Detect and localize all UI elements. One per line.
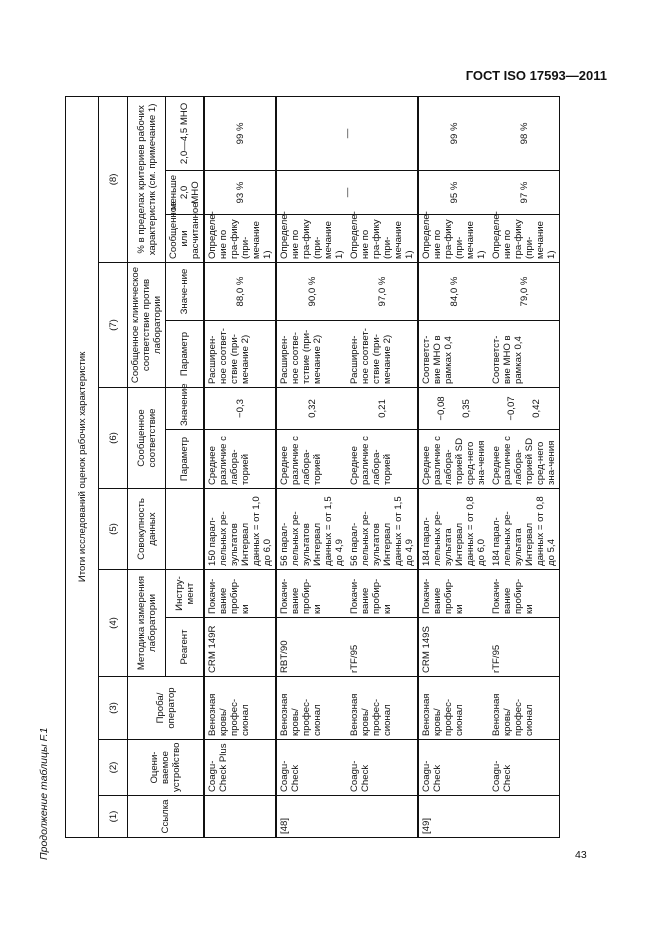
c6-sd: 0,35 — [461, 399, 472, 418]
cell-device: Coagu-Check — [489, 740, 560, 796]
cell-c8-lt2: — — [276, 171, 418, 215]
cell-dataset: 56 парал-лельных ре-зультатов Интервал данных = от 1,5 до 4,9 — [347, 489, 418, 570]
header-clinical-agreement: Сообщенное клиническое соответствие против лаборатории — [128, 263, 166, 388]
cell-dataset: 56 парал-лельных ре-зультатов Интервал данных = от 1,5 до 4,9 — [276, 489, 347, 570]
cell-c7-param: Расширен-ное соответ-ствие (при-мечание 2) — [204, 321, 276, 388]
cell-c8-range: — — [276, 96, 418, 170]
c6-mean-diff: −0,07 — [506, 396, 517, 421]
cell-c8-range: 99 % — [418, 96, 489, 170]
table-row — [276, 96, 347, 837]
header-c8-range: 2,0—4,5 МНО — [166, 96, 205, 170]
cell-c6-param: Среднее различие с лабора-торией SD сред-него зна-чения — [418, 430, 489, 489]
cell-c7-param: Соответст-вие МНО в рамках 0,4 — [489, 321, 560, 388]
cell-c8-reported: Определе-ние по гра-фику (при-мечание 1) — [418, 215, 489, 263]
col-number-3: (3) — [99, 677, 128, 740]
cell-instrument: Покачи-вание пробир-ки — [418, 570, 489, 618]
col-number-8: (8) — [99, 96, 128, 262]
c6-sd: 0,42 — [531, 399, 542, 418]
cell-c8-range: 99 % — [204, 96, 276, 170]
col-number-7: (7) — [99, 263, 128, 388]
cell-c6-value: 0,32 — [276, 388, 347, 430]
col-number-1: (1) — [99, 796, 128, 838]
cell-c6-value: 0,21 — [347, 388, 418, 430]
c6-mean-diff: −0,08 — [436, 396, 447, 421]
cell-c8-reported: Определе-ние по гра-фику (при-мечание 1) — [204, 215, 276, 263]
cell-c6-param: Среднее различие с лабора-торией — [347, 430, 418, 489]
cell-ref — [204, 796, 276, 838]
cell-reagent: rTF/95 — [489, 618, 560, 677]
header-reagent: Реагент — [166, 618, 205, 677]
header-lab-method: Методика измерения лаборатории — [128, 570, 166, 677]
cell-c8-reported: Определе-ние по гра-фику (при-мечание 1) — [347, 215, 418, 263]
table-row — [204, 96, 276, 837]
cell-instrument: Покачи-вание пробир-ки — [204, 570, 276, 618]
cell-c6-param: Среднее различие с лабора-торией SD сред-него зна-чения — [489, 430, 560, 489]
cell-instrument: Покачи-вание пробир-ки — [276, 570, 347, 618]
cell-c8-reported: Определе-ние по гра-фику (при-мечание 1) — [276, 215, 347, 263]
cell-device: Coagu-Check — [418, 740, 489, 796]
rotated-table-container — [65, 97, 620, 838]
cell-c7-param: Расширен-ное соответ-ствие (при-мечание 2) — [347, 321, 418, 388]
cell-c6-param: Среднее различие с лабора-торией — [204, 430, 276, 489]
table-title: Итоги исследований оценок рабочих характеристик — [66, 96, 99, 837]
header-reference: Ссылка — [128, 796, 205, 838]
col-number-4: (4) — [99, 570, 128, 677]
cell-dataset: 184 парал-лельных ре-зультата Интервал данных = от 0,8 до 5,4 — [489, 489, 560, 570]
cell-reagent: CRM 149R — [204, 618, 276, 677]
header-c7-param: Параметр — [166, 321, 205, 388]
cell-c7-value: 79,0 % — [489, 263, 560, 321]
table-row — [418, 96, 489, 837]
cell-reagent: CRM 149S — [418, 618, 489, 677]
header-c6-value: Значение — [166, 388, 205, 430]
header-device: Оцени-ваемое устройство — [128, 740, 205, 796]
cell-reagent: rTF/95 — [347, 618, 418, 677]
cell-device: Coagu-Check — [276, 740, 347, 796]
cell-sample: Венозная кровь/ профес-сионал — [204, 677, 276, 740]
cell-c7-param: Расширен-ное соотве-тствие (при-мечание 2) — [276, 321, 347, 388]
cell-instrument: Покачи-вание пробир-ки — [489, 570, 560, 618]
cell-c7-value: 88,0 % — [204, 263, 276, 321]
cell-sample: Венозная кровь/ профес-сионал — [418, 677, 489, 740]
cell-c7-value: 90,0 % — [276, 263, 347, 321]
cell-dataset: 150 парал-лельных ре-зультатов Интервал данных = от 1,0 до 6,0 — [204, 489, 276, 570]
standard-header: ГОСТ ISO 17593—2011 — [465, 68, 607, 83]
header-dataset-sub — [166, 489, 205, 570]
performance-table — [65, 96, 560, 838]
header-c8-reported: Сообщенное или расчитанное — [166, 215, 205, 263]
table-row — [489, 96, 560, 837]
cell-sample: Венозная кровь/ профес-сионал — [276, 677, 347, 740]
header-c8-lt2: меньше 2,0 МНО — [166, 171, 205, 215]
cell-reagent: RBT/90 — [276, 618, 347, 677]
header-c7-value: Значе-ние — [166, 263, 205, 321]
cell-c8-lt2: 95 % — [418, 171, 489, 215]
header-dataset: Совокупность данных — [128, 489, 166, 570]
cell-c8-lt2: 97 % — [489, 171, 560, 215]
page-number: 43 — [575, 849, 587, 861]
cell-dataset: 184 парал-лельных ре-зультата Интервал данных = от 0,8 до 6,0 — [418, 489, 489, 570]
cell-c8-lt2: 93 % — [204, 171, 276, 215]
cell-device: Coagu-Check Plus — [204, 740, 276, 796]
cell-sample: Венозная кровь/ профес-сионал — [489, 677, 560, 740]
cell-device: Coagu-Check — [347, 740, 418, 796]
cell-c7-param: Соответст-вие МНО в рамках 0,4 — [418, 321, 489, 388]
cell-c8-reported: Определе-ние по гра-фику (при-мечание 1) — [489, 215, 560, 263]
col-number-2: (2) — [99, 740, 128, 796]
cell-c7-value: 84,0 % — [418, 263, 489, 321]
header-instrument: Инстру-мент — [166, 570, 205, 618]
cell-sample: Венозная кровь/ профес-сионал — [347, 677, 418, 740]
table-caption: Продолжение таблицы F.1 — [38, 727, 50, 860]
header-percent-within: % в пределах критериев рабочих характеристик (см. примечание 1) — [128, 96, 166, 262]
col-number-6: (6) — [99, 388, 128, 489]
cell-ref: [49] — [418, 796, 560, 838]
cell-c6-value — [489, 388, 560, 430]
col-number-5: (5) — [99, 489, 128, 570]
cell-c7-value: 97,0 % — [347, 263, 418, 321]
cell-c6-value — [418, 388, 489, 430]
cell-c6-param: Среднее различие с лабора-торией — [276, 430, 347, 489]
header-sample: Проба/ оператор — [128, 677, 205, 740]
cell-c8-range: 98 % — [489, 96, 560, 170]
header-reported-agreement: Сообщенное соответствие — [128, 388, 166, 489]
cell-ref: [48] — [276, 796, 418, 838]
header-c6-param: Параметр — [166, 430, 205, 489]
cell-c6-value: −0,3 — [204, 388, 276, 430]
cell-instrument: Покачи-вание пробир-ки — [347, 570, 418, 618]
